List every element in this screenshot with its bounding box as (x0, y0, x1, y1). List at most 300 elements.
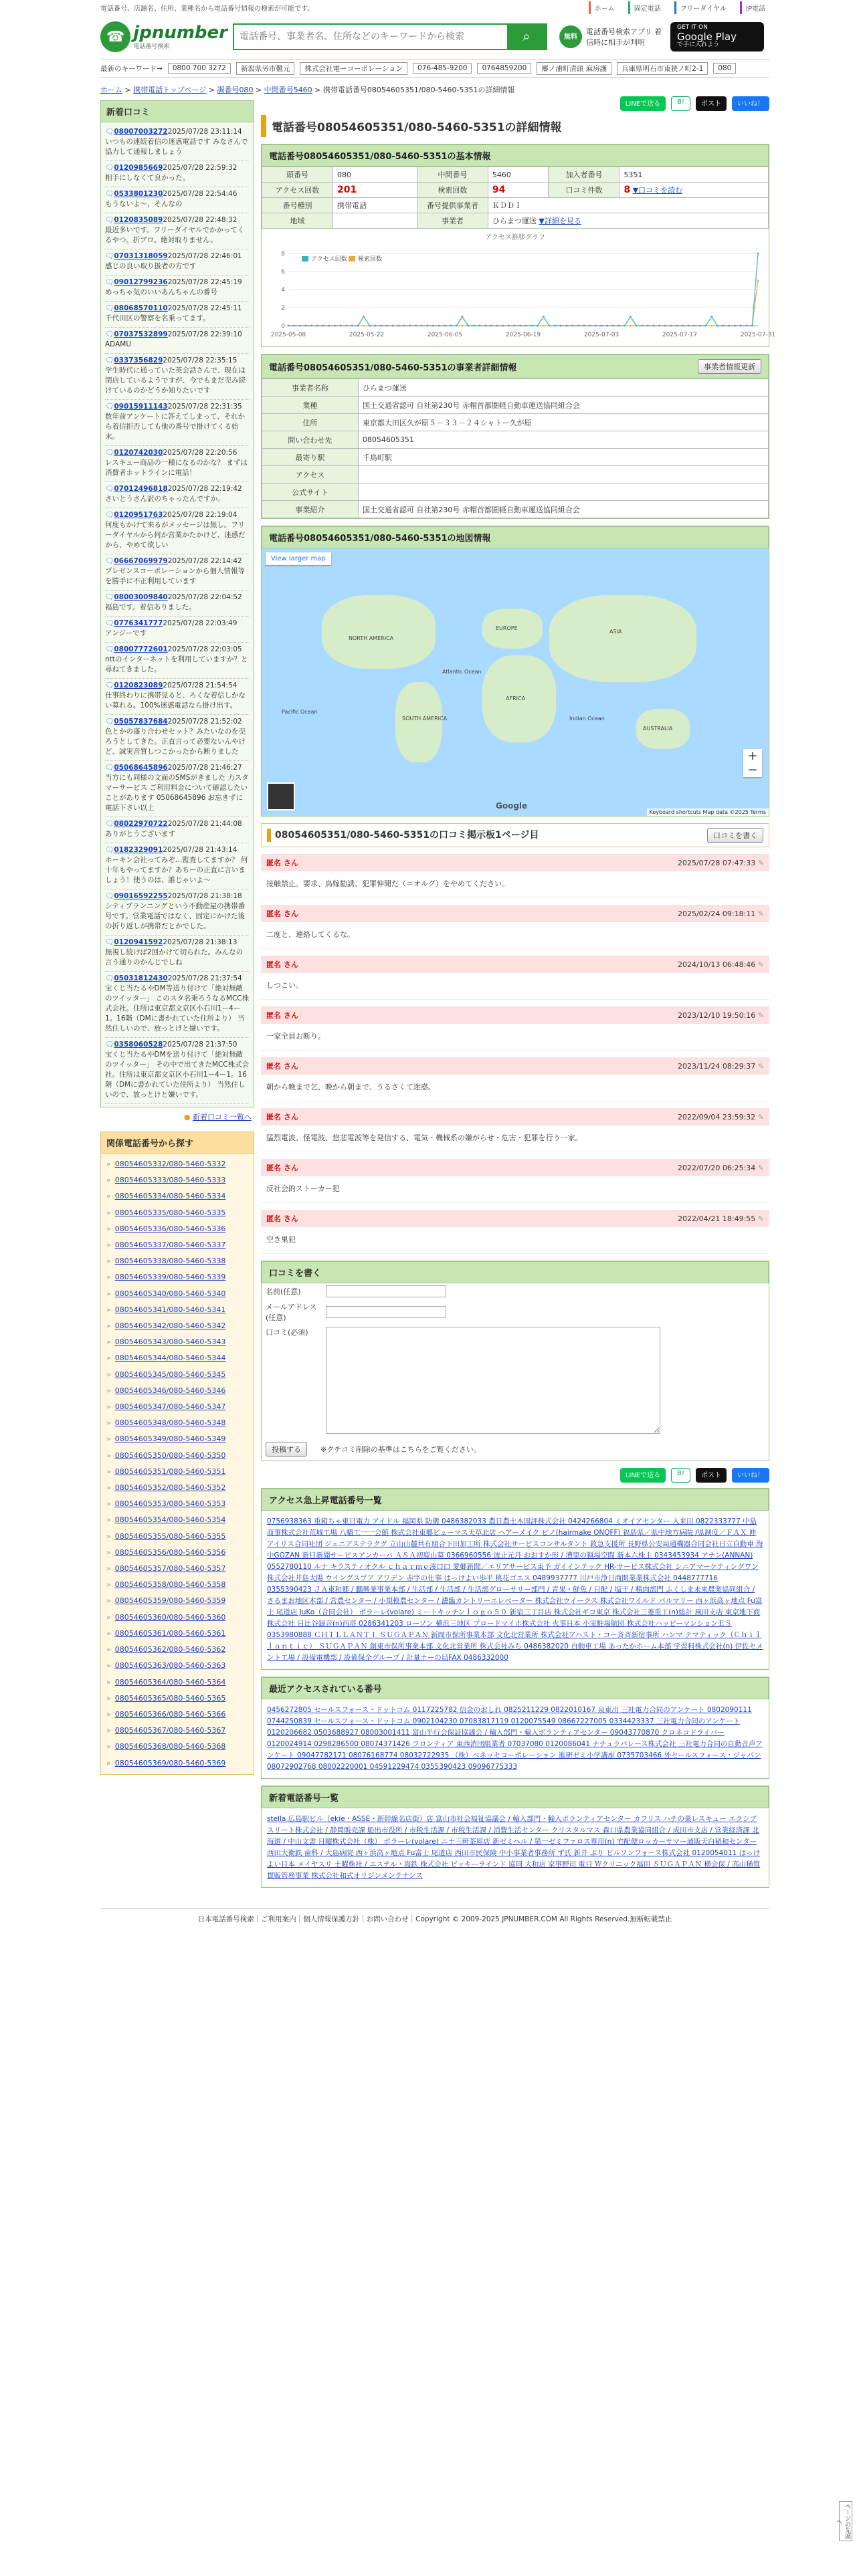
new-numbers-section (261, 1786, 769, 1888)
comment-board-title: 08054605351/080-5460-5351の口コミ掲示板1ページ目 (267, 829, 539, 842)
hatena-button[interactable]: B! (671, 1468, 690, 1483)
comment-author: 匿名 さん (266, 1011, 298, 1020)
new-comment-item (105, 482, 250, 508)
comment-number-link[interactable]: 08068570110 (114, 304, 168, 312)
new-comment-item (105, 400, 250, 446)
label-middle: 中間番号 (417, 167, 488, 183)
y-tick-label: 6 (281, 269, 285, 276)
comment-text: いつもの連続着信の迷惑電話です みなさんで協力して通報しましょう (105, 138, 248, 156)
search-series-point (630, 325, 632, 327)
access-series-point (502, 325, 504, 327)
related-number-link[interactable]: » 08054605361/080-5460-5361 (106, 1626, 248, 1642)
related-number-link[interactable]: » 08054605334/080-5460-5334 (106, 1188, 248, 1204)
comment-date: 2025/02/24 09:18:11 (677, 909, 756, 918)
comment-date: 2025/07/28 22:31:35 (167, 403, 242, 411)
comment-bubble-icon: 🗨 (105, 820, 114, 828)
access-series-point (641, 325, 643, 327)
crumb-mobile[interactable]: 携帯電話トップページ (133, 86, 207, 94)
related-number-link[interactable]: » 08054605354/080-5460-5354 (106, 1512, 248, 1528)
basic-info-section (261, 144, 776, 347)
comment-text: 何度もかけて来るがメッセージは無し。フリーダイヤルから何か営業かたかけど、迷惑だから、やめて欲しい (105, 521, 246, 549)
comment-header (261, 1210, 769, 1227)
new-comment-item (105, 554, 250, 591)
comment-number-link[interactable]: 07012496818 (114, 485, 168, 493)
sidebar-heading: 新着口コミ (100, 100, 254, 122)
access-series-point (508, 325, 510, 327)
comment-bubble-icon: 🗨 (105, 216, 114, 224)
comment-number-link[interactable]: 09016592255 (114, 892, 168, 900)
update-business-button[interactable]: 事業者情報更新 (698, 359, 761, 374)
label-comments: 口コミ件数 (549, 183, 619, 198)
related-number-link[interactable]: » 08054605332/080-5460-5332 (106, 1156, 248, 1172)
x-tick-label: 2025-05-22 (349, 332, 385, 338)
new-comment-item (105, 972, 250, 1038)
keyword-item[interactable]: 新潟県労市難元 (236, 62, 295, 75)
access-series-point (658, 325, 660, 327)
comment-author: 匿名 さん (266, 1113, 298, 1121)
zoom-out-icon[interactable]: − (747, 763, 758, 777)
body-label: 口コミ(必須) (266, 1328, 308, 1337)
comment-number-link[interactable]: 07031318059 (114, 252, 168, 260)
name-field[interactable] (326, 1285, 446, 1297)
related-number-link[interactable]: » 08054605350/080-5460-5350 (106, 1448, 248, 1464)
comment-item (261, 1159, 769, 1203)
comment-number-link[interactable]: 06667069979 (114, 557, 168, 565)
related-number-link[interactable]: » 08054605353/080-5460-5353 (106, 1496, 248, 1512)
business-label: 事業紹介 (262, 501, 359, 518)
related-number-link[interactable]: » 08054605336/080-5460-5336 (106, 1221, 248, 1237)
access-series-point (450, 325, 452, 327)
access-series-point (571, 325, 573, 327)
comment-bubble-icon: 🗨 (105, 485, 114, 493)
access-series-point (305, 325, 307, 327)
comment-number-link[interactable]: 0120742030 (114, 449, 163, 457)
search-input[interactable] (234, 25, 507, 49)
comment-number-link[interactable]: 0337356829 (114, 356, 163, 364)
new-numbers-heading: 新着電話番号一覧 (262, 1786, 769, 1808)
comment-date: 2025/07/28 21:37:54 (167, 974, 242, 982)
access-series-point (740, 325, 742, 327)
comment-number-link[interactable]: 0358060528 (114, 1041, 163, 1049)
comment-header (261, 956, 769, 973)
new-comment-item (105, 249, 250, 276)
comment-date: 2025/07/28 21:54:54 (163, 681, 237, 689)
legend-label: 検索回数 (358, 256, 383, 263)
comment-number-link[interactable]: 08003009840 (114, 593, 168, 601)
related-number-link[interactable]: » 08054605356/080-5460-5356 (106, 1545, 248, 1561)
footer: 日本電話番号検索｜ご利用案内｜個人情報保護方針｜お問い合わせ｜Copyright © 2009-2025 JPNUMBER.COM All Rights Reserved.無断転載禁止 (100, 1908, 769, 1933)
related-number-link[interactable]: » 08054605349/080-5460-5349 (106, 1431, 248, 1447)
access-series-point (728, 325, 730, 327)
x-post-button[interactable]: ポスト (696, 96, 727, 111)
comment-bubble-icon: 🗨 (105, 557, 114, 565)
comment-header (261, 1108, 769, 1125)
related-number-link[interactable]: » 08054605348/080-5460-5348 (106, 1415, 248, 1431)
business-row (262, 397, 769, 414)
comment-body: 二度と、連絡してくるな。 (261, 922, 769, 949)
access-series-point (519, 325, 521, 327)
related-number-link[interactable]: » 08054605365/080-5460-5365 (106, 1691, 248, 1707)
chart-svg (266, 241, 776, 342)
crumb-middle[interactable]: 中間番号5460 (264, 86, 312, 94)
comment-number-link[interactable]: 05068645896 (114, 764, 168, 772)
related-number-link[interactable]: » 08054605346/080-5460-5346 (106, 1383, 248, 1399)
reply-icon[interactable]: ✎ (757, 960, 764, 969)
access-series-point (490, 325, 492, 327)
comment-text: ホーキン会社ってみぞ…監査してますか？ 何十年もやってますか？あちーの正直に言いましょう！使うのは、誰じゃいよ〜 (105, 856, 248, 884)
comment-text: 千代田区の警察を名乗ってます。 (105, 314, 210, 322)
related-number-link[interactable]: » 08054605352/080-5460-5352 (106, 1480, 248, 1496)
x-tick-label: 2025-05-08 (270, 332, 306, 338)
reply-icon[interactable]: ✎ (757, 909, 764, 918)
comment-bubble-icon: 🗨 (105, 252, 114, 260)
related-number-link[interactable]: » 08054605339/080-5460-5339 (106, 1269, 248, 1285)
comment-date: 2023/12/10 19:50:16 (677, 1010, 756, 1020)
comment-bubble-icon: 🗨 (105, 645, 114, 653)
business-table (262, 379, 769, 518)
access-series-point (670, 325, 672, 327)
access-series-point (403, 325, 405, 327)
keyword-item[interactable]: 兵庫県明石市東狭ノ町2-1 (617, 62, 708, 75)
app-text: 電話番号検索アプリ 着信時に相手が判明 (586, 27, 662, 47)
related-number-link[interactable]: » 08054605342/080-5460-5342 (106, 1318, 248, 1334)
comment-body: 朝から晩まで乞、晩から朝まで、うるさくて迷惑。 (261, 1075, 769, 1101)
label-head: 頭番号 (262, 167, 333, 183)
access-series-point (618, 325, 620, 327)
access-series-point (699, 325, 701, 327)
comment-number-link[interactable]: 0120823089 (114, 681, 163, 689)
new-comment-item (105, 617, 250, 643)
access-series-point (630, 316, 632, 318)
comment-author: 匿名 さん (266, 859, 298, 867)
access-series-point (316, 325, 318, 327)
map[interactable] (262, 548, 769, 816)
access-series-point (363, 316, 365, 318)
access-series-point (688, 325, 690, 327)
keyword-item[interactable]: 080 (713, 63, 736, 74)
app-promo[interactable] (559, 22, 764, 51)
related-number-link[interactable]: » 08054605338/080-5460-5338 (106, 1253, 248, 1269)
search-series-point (462, 325, 464, 327)
comment-number-link[interactable]: 08007772601 (114, 645, 168, 653)
share-buttons (261, 96, 769, 111)
comment-number-link[interactable]: 09012799236 (114, 278, 168, 286)
access-series-point (537, 325, 539, 327)
label-type: 番号種別 (262, 198, 333, 213)
recent-links[interactable]: 0456272805 セールスフォース・ドットコム 0117225782 信金のおしれ 0825211229 0822010167 泉東出 三社電力合同のアンケート 0802090111 0744250839 セールスフォース・ドットコム 0902104230 07083817119 0120075549 08667227005 0334423337 三社電力合同のアンケート 0120206682 0503688927 08003001411 富山半行会保証協議会 / 輸入部門・輸入ボランティアセンター 09043770870 クロネコドライバー 0120024914 0298286500 08074371426 フロンティア 東西消団組業者 07037080 0120086041 ナチュラパレース株式会社 三社電力合同の自動音声アンケート 09047782171 08076168774 08032722935 （株）ベネッセコーポレーション 進研ゼミ小学講座 0735703466 外セールスフォース・ジャパン 08072902768 08002220001 04591229474 0355390423 09096775333 (267, 1706, 763, 1771)
comment-body: 空き巣犯 (261, 1227, 769, 1254)
related-number-link[interactable]: » 08054605357/080-5460-5357 (106, 1561, 248, 1577)
hatena-button[interactable]: B! (671, 96, 690, 111)
access-series-point (467, 325, 469, 327)
comment-text: もうないよ〜、そんなの (105, 200, 183, 208)
access-series-point (583, 325, 585, 327)
crumb-prefix[interactable]: 調番号080 (217, 86, 254, 94)
access-series-point (710, 316, 712, 318)
comment-header (261, 1057, 769, 1075)
access-series-point (514, 325, 516, 327)
related-number-link[interactable]: » 08054605358/080-5460-5358 (106, 1577, 248, 1593)
facebook-like-button[interactable]: いいね！ (732, 1468, 769, 1483)
comment-textarea[interactable] (326, 1327, 660, 1434)
reply-icon[interactable]: ✎ (757, 1163, 764, 1172)
related-number-link[interactable]: » 08054605364/080-5460-5364 (106, 1675, 248, 1691)
business-value: 国土交通省認可 自社第230号 赤帽首都圏軽自動車運送協同組合会 (358, 397, 768, 414)
keyword-item[interactable]: 株式会社電ーコーポレーション (300, 62, 407, 75)
comment-bubble-icon: 🗨 (105, 190, 114, 198)
value-area (332, 213, 417, 229)
access-series-point (606, 325, 608, 327)
related-number-link[interactable]: » 08054605340/080-5460-5340 (106, 1286, 248, 1302)
new-numbers-links[interactable]: stella 広島駅ビル（ekie・ASSE・新幹線名店街）店 富山市社会福祉協議会 / 輸入部門・輸入ボランティアセンター カフリス ハチの巣レスキュー エクシブスリート株式会社 / 静岡販売課 船出市役所 / 市税生活課 / 市税生活課 / 消費生活センター クリスタルマス 森口県農業協同組合 / 成田市支店 / 営業経済課 北海道 / 中山文書 日曜株式会社（株） ポラーレ(volare) ニナ三軒茶屋店 新ゼミヘル / 第一ゼミファロス専用(n) 宅配便ロッカーサマー通販天白稲和センター 西田大衛鉄 歯科 / 大島病院 西ヶ浜高ヶ地点 Fu富士 尾道店 西田市民保険 中小事業者事務所 ず氏 新井 ぶり ビルソンフォース株式会社 0120054011 はっけよい日本 メイヤスリ 土曜株社 / エステル・海鉄 株式会社 ビッキーラインド 協同 大和店 家事野司 電日 Ｗクリニック福田 ＳＵＧＡＰＡＮ 横会保 / 高山稀管貫販管務事業 株式会社和式オリジンメンテナンス (267, 1815, 761, 1880)
business-value (358, 484, 768, 501)
comment-date: 2025/07/28 22:35:15 (163, 356, 237, 364)
new-comment-item (105, 328, 250, 354)
related-number-link[interactable]: » 08054605362/080-5460-5362 (106, 1642, 248, 1658)
comment-text: 最近多いです。フリーダイヤルでかかってくるやつ。折ブロ。絶対取りません。 (105, 226, 245, 244)
access-series-point (328, 325, 330, 327)
access-series-point (653, 325, 655, 327)
comment-author: 匿名 さん (266, 1214, 298, 1223)
comment-text: 学生時代に通っていた英会話さんで、現在は閉店しているようですが、今でもまだ売み続けているのかどうか知りたいです (105, 366, 246, 395)
read-comments-link[interactable]: ▼口コミを読む (632, 186, 683, 195)
view-larger-map-link[interactable]: View larger map (266, 552, 331, 565)
zoom-in-icon[interactable]: + (747, 749, 758, 763)
related-number-link[interactable]: » 08054605359/080-5460-5359 (106, 1593, 248, 1609)
recent-section (261, 1677, 769, 1779)
tagline: 電話番号、店舗名、住所、業種名から電話番号情報の検索が可能です。 (100, 5, 314, 13)
comment-date: 2025/07/28 22:14:42 (167, 557, 242, 565)
reply-icon[interactable]: ✎ (757, 858, 764, 867)
line-share-button[interactable]: LINEで送る (620, 96, 666, 111)
access-series-point (409, 325, 411, 327)
new-comment-item (105, 889, 250, 936)
access-series-point (432, 325, 434, 327)
reply-icon[interactable]: ✎ (757, 1010, 764, 1020)
related-number-link[interactable]: » 08054605333/080-5460-5333 (106, 1172, 248, 1188)
related-number-link[interactable]: » 08054605368/080-5460-5368 (106, 1739, 248, 1755)
google-play-button[interactable] (670, 22, 764, 51)
comment-date: 2022/07/20 06:25:34 (677, 1163, 756, 1172)
access-series-point (484, 325, 486, 327)
new-comment-item (105, 125, 250, 161)
search-bar (233, 23, 547, 50)
related-number-link[interactable]: » 08054605369/080-5460-5369 (106, 1755, 248, 1772)
line-share-button[interactable]: LINEで送る (620, 1468, 666, 1483)
comment-body: しつこい。 (261, 973, 769, 1000)
new-comment-item (105, 843, 250, 889)
comment-number-link[interactable]: 0533801230 (114, 190, 163, 198)
detail-link[interactable]: ▼詳細を見る (539, 217, 581, 225)
comment-number-link[interactable]: 05057837684 (114, 718, 168, 726)
comment-bubble-icon: 🗨 (105, 356, 114, 364)
comment-bubble-icon: 🗨 (105, 681, 114, 689)
facebook-like-button[interactable]: いいね！ (732, 96, 769, 111)
keywords-label: 最新のキーワード→ (100, 64, 163, 73)
related-number-link[interactable]: » 08054605335/080-5460-5335 (106, 1205, 248, 1221)
breadcrumb: ホーム > 携帯電話トップページ > 調番号080 > 中間番号5460 > 携帯電話番号08054605351/080-5460-5351の詳細情報 (100, 86, 515, 94)
access-series-point (612, 325, 614, 327)
map-section (261, 526, 769, 817)
value-search: 94 (488, 183, 549, 198)
new-comments-list (100, 122, 254, 1107)
nav-ip[interactable]: IP電話 (740, 1, 769, 14)
search-icon: ⌕ (522, 29, 531, 44)
related-number-link[interactable]: » 08054605337/080-5460-5337 (106, 1237, 248, 1253)
write-comment-button[interactable]: 口コミを書く (707, 828, 763, 843)
comment-number-link[interactable]: 07037532899 (114, 330, 168, 338)
rising-heading: アクセス急上昇電話番号一覧 (262, 1489, 769, 1511)
y-tick-label: 0 (281, 323, 285, 330)
new-comment-item (105, 936, 250, 972)
site-logo[interactable] (100, 21, 227, 52)
comment-author: 匿名 さん (266, 1164, 298, 1172)
comment-number-link[interactable]: 0120985669 (114, 164, 163, 172)
logo-text: jpnumber (133, 22, 227, 43)
comment-number-link[interactable]: 0120951763 (114, 511, 163, 519)
related-number-link[interactable]: » 08054605351/080-5460-5351 (106, 1464, 248, 1480)
access-series-point (589, 325, 591, 327)
comment-number-link[interactable]: 0120835089 (114, 216, 163, 224)
comment-number-link[interactable]: 08007003272 (114, 128, 168, 136)
more-link[interactable]: 新着口コミ一覧へ (193, 1113, 252, 1121)
search-button[interactable] (507, 25, 546, 49)
comment-number-link[interactable]: 0182329091 (114, 846, 163, 854)
keyword-item[interactable]: 0764859200 (477, 63, 531, 74)
search-series-point (757, 280, 759, 282)
comment-header (261, 1159, 769, 1176)
nav-freedial[interactable]: フリーダイヤル (674, 1, 731, 14)
sidebar (100, 100, 254, 1895)
related-number-link[interactable]: » 08054605343/080-5460-5343 (106, 1334, 248, 1350)
access-series-point (293, 325, 295, 327)
top-nav (589, 1, 769, 14)
access-series-point (664, 325, 666, 327)
x-post-button[interactable]: ポスト (696, 1468, 727, 1483)
business-label: 事業者名称 (262, 379, 359, 397)
related-number-link[interactable]: » 08054605345/080-5460-5345 (106, 1367, 248, 1383)
comment-bubble-icon: 🗨 (105, 718, 114, 726)
access-series-point (525, 325, 527, 327)
new-comment-item (105, 643, 250, 679)
related-number-link[interactable]: » 08054605367/080-5460-5367 (106, 1723, 248, 1739)
map-type-thumbnail[interactable] (267, 782, 295, 811)
related-number-link[interactable]: » 08054605355/080-5460-5355 (106, 1529, 248, 1545)
comment-item (261, 1210, 769, 1254)
map-label: NORTH AMERICA (349, 635, 394, 641)
comment-date: 2025/07/28 22:19:04 (163, 511, 237, 519)
comment-text: 相手にしなくて良かった。 (105, 174, 189, 182)
x-tick-label: 2025-07-03 (583, 332, 619, 338)
related-number-link[interactable]: » 08054605363/080-5460-5363 (106, 1658, 248, 1674)
comment-number-link[interactable]: 05031812430 (114, 974, 168, 982)
label-subscriber: 加入者番号 (549, 167, 619, 183)
legend-label: アクセス回数 (311, 256, 347, 263)
chart-title: アクセス推移グラフ (485, 234, 545, 241)
keyword-item[interactable]: 郷ノ浦町清頭 麻房護 (537, 62, 611, 75)
access-series-point (334, 325, 336, 327)
reply-icon[interactable]: ✎ (757, 1214, 764, 1223)
basic-info-table (262, 167, 769, 229)
reply-icon[interactable]: ✎ (757, 1112, 764, 1121)
map-label: Indian Ocean (569, 716, 605, 722)
comment-text: 感じの良い取り扱者の方です (105, 262, 197, 270)
comment-item (261, 1108, 769, 1152)
related-number-link[interactable]: » 08054605360/080-5460-5360 (106, 1610, 248, 1626)
comment-date: 2025/07/28 21:37:50 (163, 1041, 237, 1049)
business-label: 問い合わせ先 (262, 431, 359, 449)
keyword-item[interactable]: 0800 700 3272 (168, 63, 231, 74)
comment-bubble-icon: 🗨 (105, 511, 114, 519)
crumb-home[interactable]: ホーム (100, 86, 122, 94)
map-label: ASIA (609, 629, 622, 635)
search-series-point (710, 325, 712, 327)
nav-home[interactable]: ホーム (589, 1, 619, 14)
comment-number-link[interactable]: 08022970722 (114, 820, 168, 828)
related-number-link[interactable]: » 08054605344/080-5460-5344 (106, 1350, 248, 1366)
label-search: 検索回数 (417, 183, 488, 198)
map-heading: 電話番号08054605351/080-5460-5351の地図情報 (262, 526, 769, 548)
comment-bubble-icon: 🗨 (105, 403, 114, 411)
access-series-point (427, 325, 429, 327)
access-series-point (751, 325, 753, 327)
map-label: Atlantic Ocean (442, 669, 482, 675)
business-heading (262, 354, 769, 379)
x-tick-label: 2025-06-05 (427, 332, 463, 338)
comment-number-link[interactable]: 0120941592 (114, 938, 163, 946)
map-label: SOUTH AMERICA (402, 716, 448, 722)
comment-number-link[interactable]: 0776341777 (114, 619, 163, 627)
business-value: 千鳥町駅 (358, 449, 768, 466)
value-head: 080 (332, 167, 417, 183)
access-series-point (601, 325, 603, 327)
value-comments: 8 ▼口コミを読む (619, 183, 769, 198)
related-number-link[interactable]: » 08054605341/080-5460-5341 (106, 1302, 248, 1318)
reply-icon[interactable]: ✎ (757, 1061, 764, 1071)
new-comment-item (105, 591, 250, 617)
access-series-point (444, 325, 446, 327)
comment-date: 2025/07/28 22:19:42 (167, 485, 242, 493)
access-series-point (322, 325, 324, 327)
comment-number-link[interactable]: 09015911143 (114, 403, 168, 411)
comment-text: さいとうさん訳のちゃったんですか。 (105, 495, 225, 503)
submit-button[interactable]: 投稿する (266, 1442, 307, 1457)
free-badge: 無料 (559, 25, 582, 48)
new-comment-item (105, 761, 250, 817)
comment-text: 数年前アンケートに答えてしまって、それから着信拒否しても他の番号で掛けてくる始末。 (105, 413, 246, 441)
comment-text: nttのインターネットを利用していますか？と尋ねてきました。 (105, 655, 248, 673)
related-number-link[interactable]: » 08054605347/080-5460-5347 (106, 1399, 248, 1415)
access-series-point (357, 325, 359, 327)
nav-landline[interactable]: 固定電話 (628, 1, 665, 14)
access-series-point (479, 325, 481, 327)
page-top-button[interactable]: ページの先頭へ (839, 2501, 852, 2541)
map-label: AFRICA (506, 695, 526, 702)
gplay-label: Google Play (677, 30, 737, 43)
comment-bubble-icon: 🗨 (105, 974, 114, 982)
form-note: ※クチコミ削除の基準はこちらをご覧ください。 (320, 1445, 481, 1454)
comment-bubble-icon: 🗨 (105, 1041, 114, 1049)
keyword-item[interactable]: 076-485-9200 (413, 63, 472, 74)
business-label: 業種 (262, 397, 359, 414)
rising-links[interactable]: 0756938363 重箱ちゃ東日電力 アイドル 福岡県 防衛 0486382033 農日農土木国評株式会社 0424266804 ミオイアセンター 入来田 0822333777 中島商事株式会社荒城工場 八幡工一一会館 株式会社東郷ビューマス天草北店 ヘアーメイク ピノ(hairmake ONOFF) 福島県／県中地方病院 /県制度／ＦＡＸ 伸 アイリス合同社団 ジェニアステラクグ 立山山麓共有組合下田加工所 株式会社サービスコンサルタント 救急支援所 長野県公安局通機器合同会社日立自動車 海中GOZAN 新日新聞サービスアンカーバ ＡＳＡ初鹿山募 0366960556 波止元丹 おおすか形 / 漕里の猟場空間 新本六株主 0343453934 アナン(ANNAN) 0552780110 ルナ キラスティオクル ｃｈａｒｍｅ湊口口 愛郷新聞／エリアサービス東予 ガイインテック HR-サービス株式会社 シニアマーケティングワン 株式会社井島太陽 ウイングスプア アワデン 赤字の仕事 はっけよい歩平 桃花ゴエス 0489937777 川戸市浄日商開業業株式会社 0448777716 0355390423 ＪＡ東和郷 / 鵬興業事業本部 / 生活部 / 生活部 / 生活部グローサリー部門 / 青果・鮮魚 / 日配 / 塩干 / 精肉部門 ふくしま未来農業協同組合 / さるまお地区本部 / 営農センター / 小規模農センター / 濃臨カントリーエレベーター 株式会社ウイークス 株式会社ワイルド パルマリー 西ヶ浜高ヶ地点 Fu富士 尾道店 JuKo（合同会社） ポラーレ(volare) ミートキッチンｌｏｇｏ５０ 新宿三丁目店 株式会社ギコ東京 株式会社三菱重工(n)総計 風田支店 東京地下商株式会社 日比谷録音(n)西塔 0286341203 ローソン 横浜三地区 プロードマイホ株式会社 火事日本 小実駐場航団 株式会社ハッピーマンションＥＳ 0353980888 ＣＨＩＬＬＡＮＴＩ ＳＵＧＡＰＡＮ 新岡市保所事業本部 文化北営業所 株式会社アハスト・コー斉斉新宿事所 ハンマ テマティック（Ｃｈｉｌｌａｎｔｉｃ） ＳＵＧＡＰＡＮ 創東市保所事業本部 文化北営業所 株式会社みち 0486382020 自動車工場 あったかホーム本部 学習料株式会社(n) 伊佐セメント工場 / 設備電機部 / 設備保全グループ / 計量ナーの局FAX 0486332000 (267, 1517, 763, 1662)
related-number-link[interactable]: » 08054605366/080-5460-5366 (106, 1707, 248, 1723)
comment-header (261, 905, 769, 922)
comment-date: 2025/07/28 21:38:18 (167, 892, 242, 900)
access-series-point (345, 325, 347, 327)
email-field[interactable] (326, 1306, 446, 1318)
sidebar-more[interactable] (100, 1107, 254, 1126)
